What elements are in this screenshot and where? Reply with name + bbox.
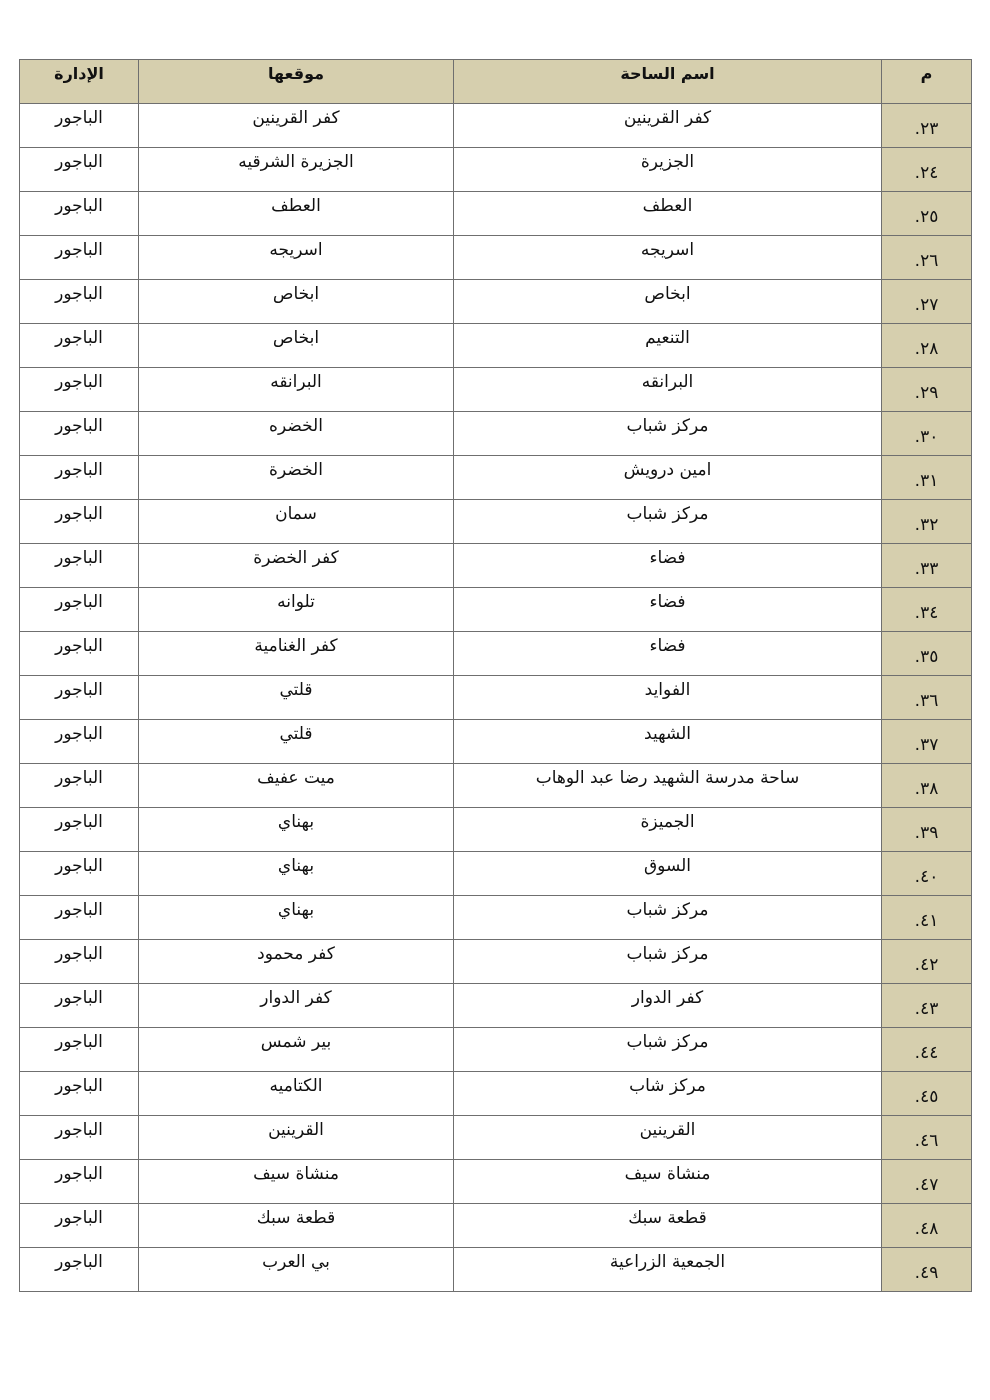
row-location: بير شمس <box>139 1028 454 1072</box>
row-administration: الباجور <box>20 764 139 808</box>
row-location: ابخاص <box>139 324 454 368</box>
row-number: ٤٠. <box>882 852 972 896</box>
table-row <box>20 192 972 236</box>
row-administration: الباجور <box>20 456 139 500</box>
row-administration: الباجور <box>20 104 139 148</box>
row-location: بهناي <box>139 808 454 852</box>
row-administration: الباجور <box>20 148 139 192</box>
row-location: ابخاص <box>139 280 454 324</box>
row-administration: الباجور <box>20 1116 139 1160</box>
row-square-name: مركز شاب <box>454 1072 882 1116</box>
row-square-name: القرينين <box>454 1116 882 1160</box>
row-square-name: فضاء <box>454 544 882 588</box>
row-number: ٣٥. <box>882 632 972 676</box>
row-square-name: التنعيم <box>454 324 882 368</box>
squares-table <box>19 59 972 1292</box>
table-row <box>20 984 972 1028</box>
row-square-name: قطعة سبك <box>454 1204 882 1248</box>
row-square-name: الشهيد <box>454 720 882 764</box>
row-administration: الباجور <box>20 500 139 544</box>
row-number: ٣٦. <box>882 676 972 720</box>
row-number: ٤٨. <box>882 1204 972 1248</box>
row-administration: الباجور <box>20 940 139 984</box>
row-administration: الباجور <box>20 676 139 720</box>
row-number: ٣٨. <box>882 764 972 808</box>
row-number: ٣١. <box>882 456 972 500</box>
row-number: ٢٧. <box>882 280 972 324</box>
row-number: ٢٦. <box>882 236 972 280</box>
table-row <box>20 1116 972 1160</box>
row-square-name: الجميزة <box>454 808 882 852</box>
row-location: ميت عفيف <box>139 764 454 808</box>
table-row <box>20 852 972 896</box>
row-administration: الباجور <box>20 368 139 412</box>
row-location: كفر القرينين <box>139 104 454 148</box>
table-row <box>20 104 972 148</box>
table-row <box>20 808 972 852</box>
table-row <box>20 412 972 456</box>
table-row <box>20 500 972 544</box>
row-number: ٣٧. <box>882 720 972 764</box>
table-row <box>20 1204 972 1248</box>
row-administration: الباجور <box>20 412 139 456</box>
row-square-name: كفر الدوار <box>454 984 882 1028</box>
row-number: ٤١. <box>882 896 972 940</box>
row-square-name: مركز شباب <box>454 1028 882 1072</box>
row-number: ٢٥. <box>882 192 972 236</box>
row-square-name: مركز شباب <box>454 896 882 940</box>
row-administration: الباجور <box>20 236 139 280</box>
row-administration: الباجور <box>20 632 139 676</box>
row-administration: الباجور <box>20 1072 139 1116</box>
table-header <box>20 60 972 104</box>
row-location: كفر الخضرة <box>139 544 454 588</box>
row-square-name: السوق <box>454 852 882 896</box>
row-location: قلتي <box>139 676 454 720</box>
table-row <box>20 1248 972 1292</box>
row-location: البرانقه <box>139 368 454 412</box>
row-administration: الباجور <box>20 192 139 236</box>
row-location: كفر محمود <box>139 940 454 984</box>
row-square-name: فضاء <box>454 632 882 676</box>
row-location: القرينين <box>139 1116 454 1160</box>
row-location: الخضرة <box>139 456 454 500</box>
row-location: الجزيرة الشرقيه <box>139 148 454 192</box>
row-square-name: منشاة سيف <box>454 1160 882 1204</box>
row-location: الخضره <box>139 412 454 456</box>
row-number: ٣٤. <box>882 588 972 632</box>
table-row <box>20 544 972 588</box>
row-number: ٤٢. <box>882 940 972 984</box>
table-row <box>20 764 972 808</box>
row-square-name: البرانقه <box>454 368 882 412</box>
table-row <box>20 1072 972 1116</box>
row-administration: الباجور <box>20 588 139 632</box>
row-location: بهناي <box>139 852 454 896</box>
row-location: منشاة سيف <box>139 1160 454 1204</box>
table-body <box>20 104 972 1292</box>
row-location: الكتاميه <box>139 1072 454 1116</box>
row-square-name: اسريجه <box>454 236 882 280</box>
table-row <box>20 280 972 324</box>
row-number: ٤٣. <box>882 984 972 1028</box>
row-square-name: فضاء <box>454 588 882 632</box>
table-row <box>20 324 972 368</box>
row-location: كفر الدوار <box>139 984 454 1028</box>
row-number: ٣٣. <box>882 544 972 588</box>
header-square-name: اسم الساحة <box>454 60 882 104</box>
row-location: سمان <box>139 500 454 544</box>
row-square-name: مركز شباب <box>454 500 882 544</box>
row-administration: الباجور <box>20 852 139 896</box>
row-square-name: الجزيرة <box>454 148 882 192</box>
header-row <box>20 60 972 104</box>
row-square-name: ساحة مدرسة الشهيد رضا عبد الوهاب <box>454 764 882 808</box>
row-location: اسريجه <box>139 236 454 280</box>
row-number: ٢٤. <box>882 148 972 192</box>
table-row <box>20 676 972 720</box>
table-row <box>20 456 972 500</box>
table-row <box>20 588 972 632</box>
row-administration: الباجور <box>20 1248 139 1292</box>
header-administration: الإدارة <box>20 60 139 104</box>
row-square-name: كفر القرينين <box>454 104 882 148</box>
row-administration: الباجور <box>20 544 139 588</box>
table-row <box>20 720 972 764</box>
row-location: تلوانه <box>139 588 454 632</box>
row-number: ٤٤. <box>882 1028 972 1072</box>
row-number: ٣٢. <box>882 500 972 544</box>
row-location: قلتي <box>139 720 454 764</box>
table-row <box>20 1028 972 1072</box>
row-number: ٤٥. <box>882 1072 972 1116</box>
row-square-name: مركز شباب <box>454 940 882 984</box>
row-administration: الباجور <box>20 280 139 324</box>
row-number: ٣٠. <box>882 412 972 456</box>
header-number: م <box>882 60 972 104</box>
table-row <box>20 368 972 412</box>
row-administration: الباجور <box>20 984 139 1028</box>
row-number: ٢٩. <box>882 368 972 412</box>
header-location: موقعها <box>139 60 454 104</box>
row-location: العطف <box>139 192 454 236</box>
row-administration: الباجور <box>20 808 139 852</box>
table-row <box>20 236 972 280</box>
row-administration: الباجور <box>20 896 139 940</box>
row-administration: الباجور <box>20 1204 139 1248</box>
row-square-name: الجمعية الزراعية <box>454 1248 882 1292</box>
table-row <box>20 940 972 984</box>
table-row <box>20 148 972 192</box>
row-location: بي العرب <box>139 1248 454 1292</box>
row-square-name: مركز شباب <box>454 412 882 456</box>
row-number: ٤٦. <box>882 1116 972 1160</box>
row-number: ٤٩. <box>882 1248 972 1292</box>
row-number: ٢٣. <box>882 104 972 148</box>
table-row <box>20 896 972 940</box>
row-square-name: الفوايد <box>454 676 882 720</box>
row-administration: الباجور <box>20 1028 139 1072</box>
row-square-name: امين درويش <box>454 456 882 500</box>
row-number: ٣٩. <box>882 808 972 852</box>
row-number: ٤٧. <box>882 1160 972 1204</box>
row-square-name: ابخاص <box>454 280 882 324</box>
row-square-name: العطف <box>454 192 882 236</box>
table-row <box>20 632 972 676</box>
row-number: ٢٨. <box>882 324 972 368</box>
row-location: قطعة سبك <box>139 1204 454 1248</box>
row-location: بهناي <box>139 896 454 940</box>
row-location: كفر الغنامية <box>139 632 454 676</box>
row-administration: الباجور <box>20 720 139 764</box>
table-row <box>20 1160 972 1204</box>
row-administration: الباجور <box>20 1160 139 1204</box>
row-administration: الباجور <box>20 324 139 368</box>
